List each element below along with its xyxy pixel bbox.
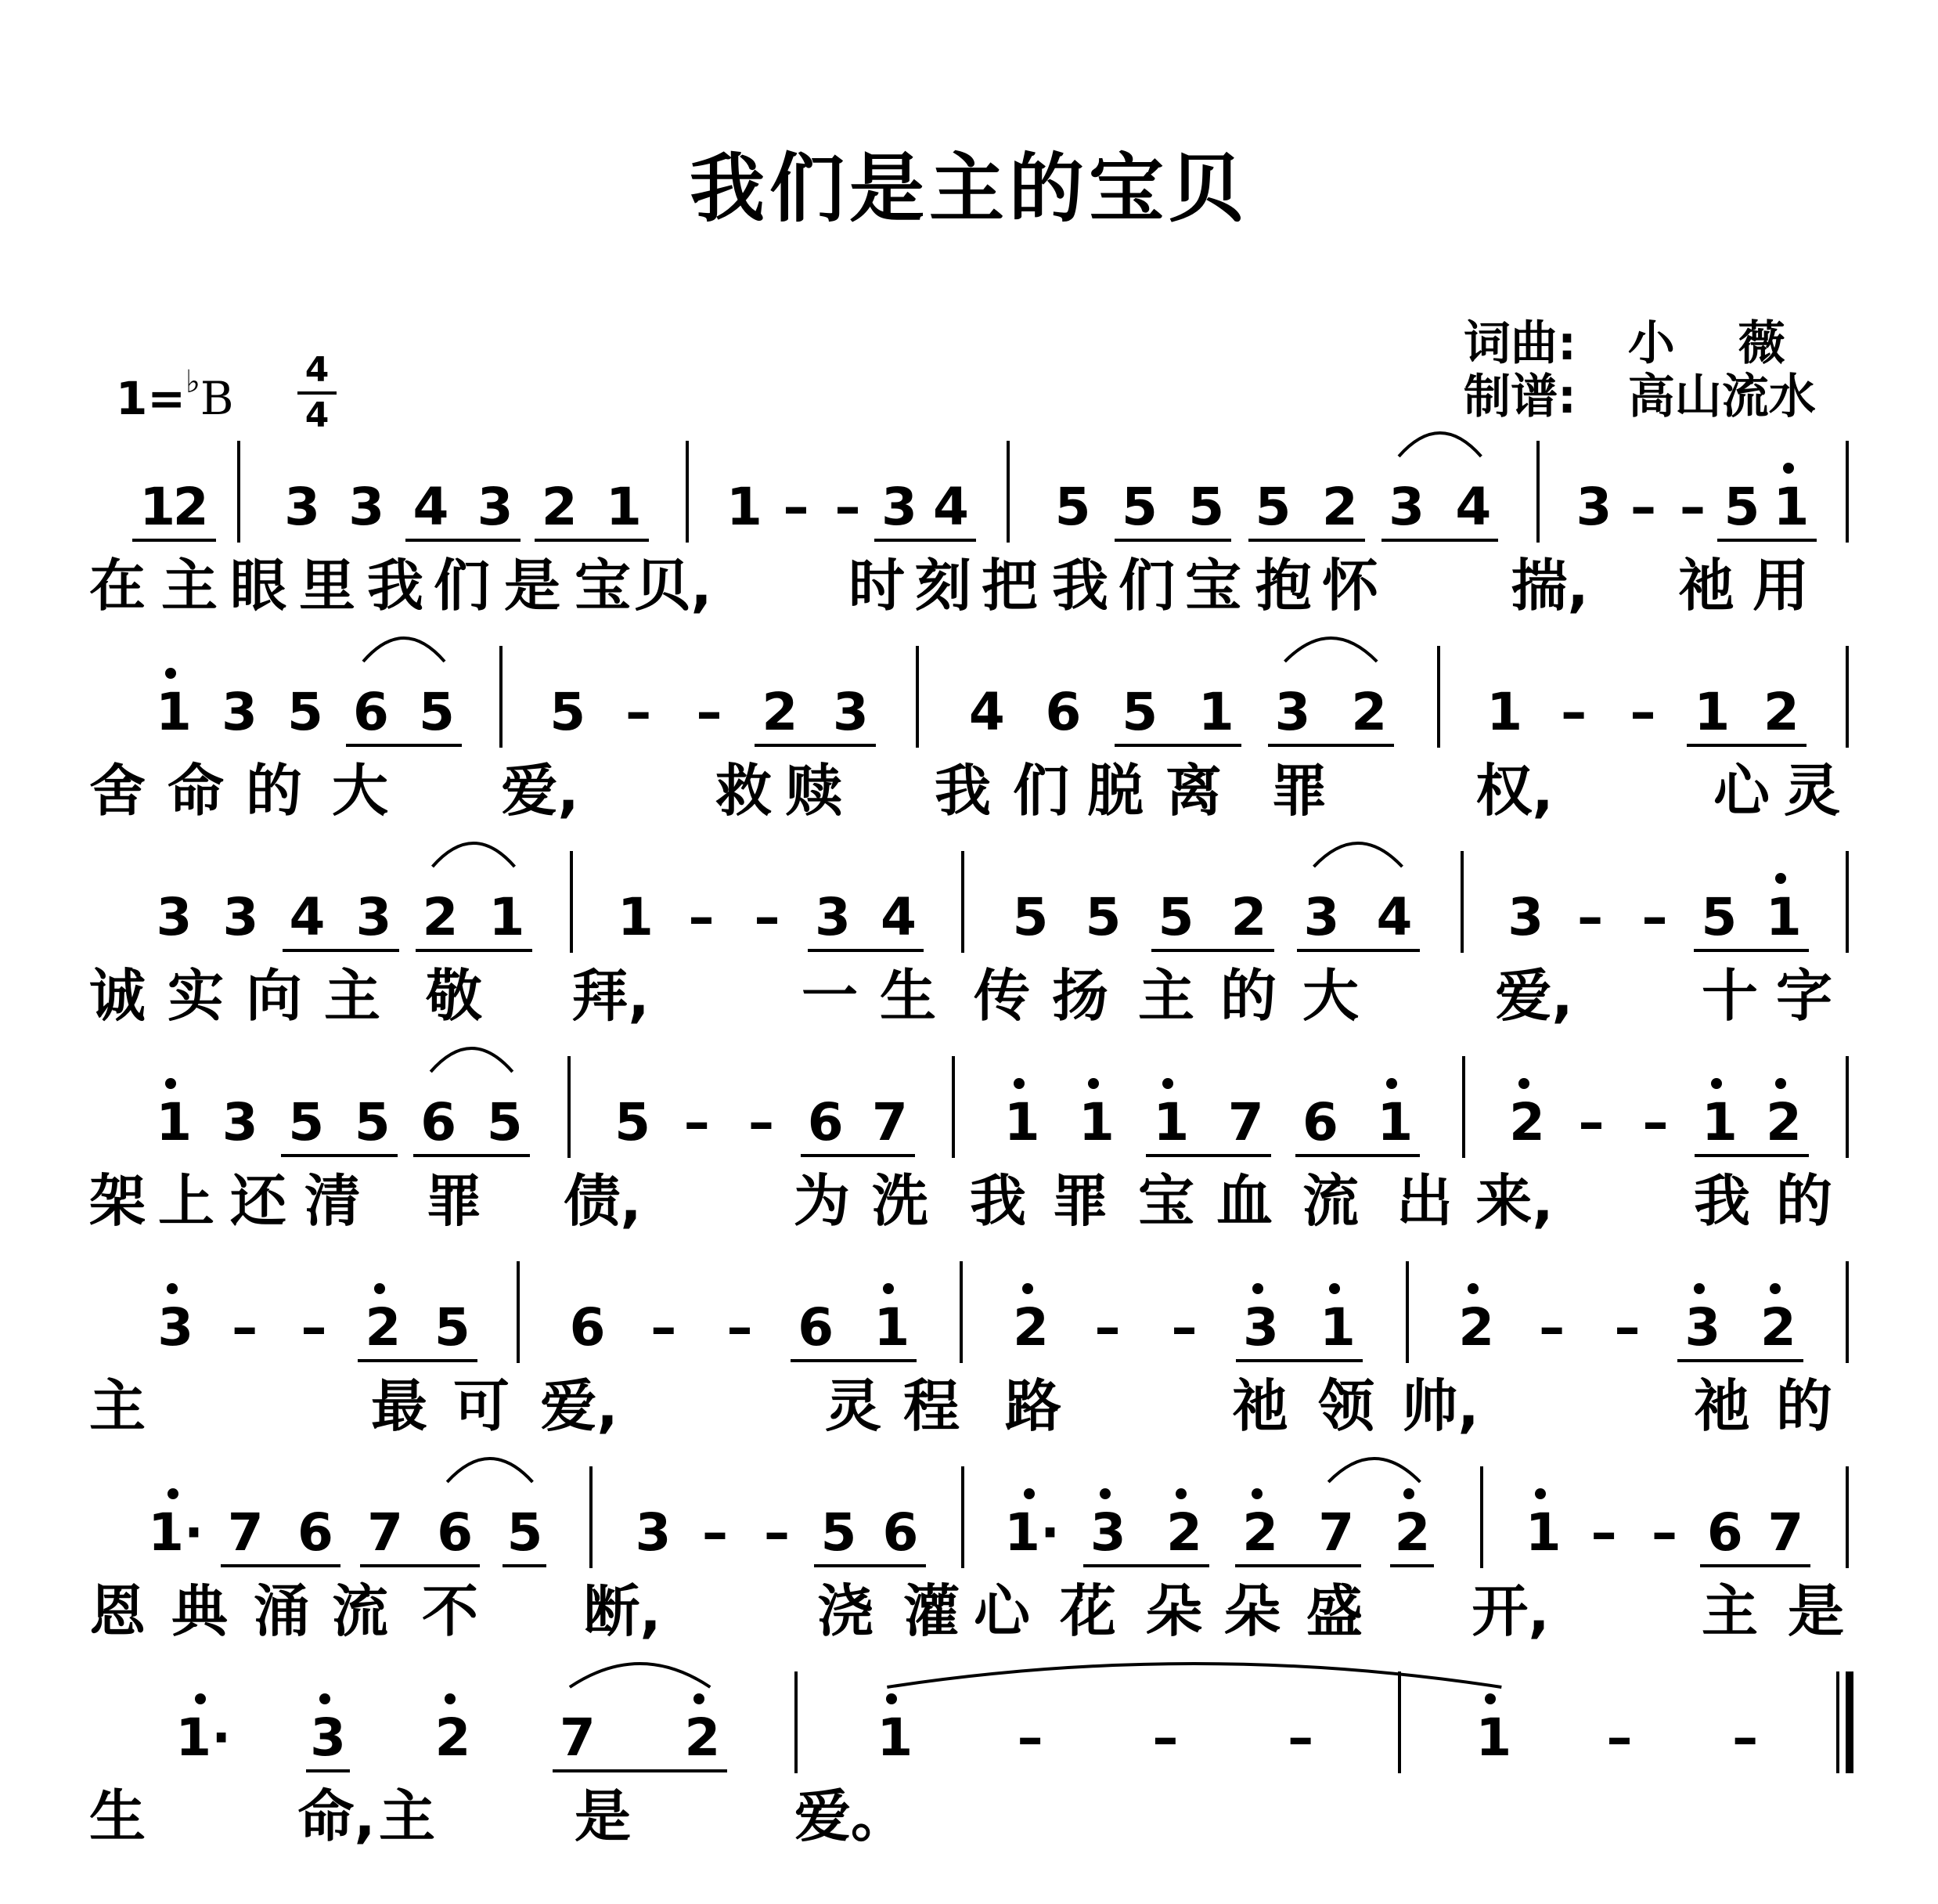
note: 3 (1243, 1297, 1279, 1358)
lyric-syllable: 敬 (425, 963, 482, 1029)
lyric-syllable: 最 (370, 1373, 427, 1439)
note: 5 (1724, 477, 1760, 537)
lyric-syllable: 灵 (824, 1373, 881, 1439)
note: 5 (1085, 887, 1122, 947)
lyric-syllable: 流 (1302, 1168, 1359, 1234)
note: 1 (156, 1092, 193, 1152)
note: 1 (874, 1297, 910, 1358)
lyric-syllable: 我 (1051, 553, 1108, 618)
tie-slur (1328, 1459, 1420, 1482)
lyric-syllable: 罪 (425, 1168, 482, 1234)
sustain-dash: – (696, 682, 722, 742)
note: 5 (1012, 887, 1049, 947)
lyric-syllable: 命 (167, 758, 224, 824)
time-signature-bottom: 4 (304, 395, 330, 435)
note: 4 (289, 887, 326, 947)
note: 5 (820, 1502, 857, 1563)
note: 3 (157, 1297, 194, 1358)
note: 2 (1321, 477, 1358, 537)
note: 3 (635, 1502, 672, 1563)
lyric-syllable: 花 (1059, 1578, 1116, 1644)
lyric-syllable: 舍 (88, 758, 146, 824)
lyric-syllable: 宝 (1137, 1168, 1194, 1234)
note: 5 (1188, 477, 1225, 537)
lyric-syllable: 生 (88, 1783, 146, 1849)
lyric-syllable: 我 (1693, 1168, 1750, 1234)
time-signature-top: 4 (304, 350, 330, 390)
note: 3 (1508, 887, 1544, 947)
note: 2 (541, 477, 578, 537)
lyric-syllable: 时 (848, 553, 905, 618)
note: 1· (1004, 1502, 1061, 1563)
lyric-syllable: 传 (973, 963, 1030, 1029)
note: 6 (1302, 1092, 1338, 1152)
note: 3 (477, 477, 513, 537)
note: 4 (412, 477, 449, 537)
note: 2 (422, 887, 459, 947)
lyric-syllable: 赎 (785, 758, 842, 824)
sustain-dash: – (1171, 1297, 1198, 1358)
note: 5 (1255, 477, 1291, 537)
note: 1 (726, 477, 762, 537)
lyric-syllable: 流 (331, 1578, 388, 1644)
key-signature: 1=♭B (116, 364, 234, 425)
note: 3 (815, 887, 851, 947)
lyric-syllable: 一 (801, 963, 858, 1029)
lyric-syllable: 朵 (1223, 1578, 1281, 1644)
lyric-syllable: 眼 (229, 553, 286, 618)
note: 1 (1475, 1707, 1512, 1768)
note: 5 (486, 1092, 523, 1152)
note: 6 (882, 1502, 919, 1563)
note: 1 (1765, 887, 1802, 947)
lyric-syllable: 典 (171, 1578, 228, 1644)
lyric-syllable: 领 (1317, 1373, 1374, 1439)
lyric-syllable: 用 (1752, 553, 1809, 618)
lyric-syllable: 恩 (88, 1578, 146, 1644)
lyric-syllable: 字 (1775, 963, 1832, 1029)
note: 7 (367, 1502, 404, 1563)
sustain-dash: – (688, 887, 715, 947)
sustain-dash: – (1614, 1297, 1641, 1358)
lyric-syllable: 的 (245, 758, 302, 824)
note: 4 (881, 887, 917, 947)
song-title: 我们是主的宝贝 (690, 145, 1248, 233)
note: 6 (1045, 682, 1082, 742)
lyric-syllable: 们 (1012, 758, 1069, 824)
note: 3 (222, 887, 259, 947)
lyric-syllable: 盛 (1306, 1578, 1363, 1644)
lyric-syllable: 浇 (816, 1578, 874, 1644)
lyric-syllable: 不 (421, 1578, 478, 1644)
note: 1 (1198, 682, 1234, 742)
lyric-syllable: 主 (378, 1783, 435, 1849)
note: 1 (1377, 1092, 1414, 1152)
note: 7 (871, 1092, 908, 1152)
note: 7 (227, 1502, 264, 1563)
note: 4 (968, 682, 1005, 742)
note: 1 (1079, 1092, 1115, 1152)
note: 3 (881, 477, 917, 537)
note: 1· (148, 1502, 204, 1563)
lyric-syllable: 罪 (1270, 758, 1327, 824)
lyric-syllable: 朵 (1145, 1578, 1202, 1644)
lyric-syllable: 爱, (501, 758, 579, 824)
lyric-syllable: 实 (167, 963, 224, 1029)
note: 2 (1766, 1092, 1802, 1152)
lyric-syllable: 生 (879, 963, 936, 1029)
lyric-syllable: 祂 (1231, 1373, 1288, 1439)
note: 4 (933, 477, 969, 537)
tie-slur (447, 1459, 532, 1482)
lyric-syllable: 血 (1216, 1168, 1273, 1234)
lyric-syllable: 抱 (1255, 553, 1312, 618)
lyric-syllable: 扬 (1051, 963, 1108, 1029)
note: 5 (549, 682, 586, 742)
note: 6 (437, 1502, 474, 1563)
lyric-syllable: 里 (298, 553, 355, 618)
note: 1 (877, 1707, 913, 1768)
tie-slur (363, 638, 445, 662)
note: 4 (1376, 887, 1413, 947)
lyric-syllable: 大 (1302, 963, 1359, 1029)
note: 6 (798, 1297, 834, 1358)
note: 7 (1767, 1502, 1804, 1563)
lyric-syllable: 是 (503, 553, 560, 618)
lyric-syllable: 涌 (253, 1578, 310, 1644)
lyric-syllable: 主 (88, 1373, 146, 1439)
lyric-syllable: 主 (323, 963, 380, 1029)
note: 2 (434, 1707, 471, 1768)
lyric-syllable: 们 (1118, 553, 1175, 618)
lyric-syllable: 命, (297, 1783, 376, 1849)
note: 1· (175, 1707, 232, 1768)
lyric-syllable: 开, (1472, 1578, 1550, 1644)
note: 1 (1525, 1502, 1562, 1563)
lyric-syllable: 断, (583, 1578, 661, 1644)
note: 1 (1486, 682, 1523, 742)
lyric-syllable: 爱, (540, 1373, 618, 1439)
note: 5 (419, 682, 455, 742)
lyric-syllable: 贝, (634, 553, 712, 618)
note: 2 (1760, 1297, 1796, 1358)
note: 6 (1706, 1502, 1743, 1563)
note: 1 (488, 887, 525, 947)
note: 1 (1694, 682, 1731, 742)
sustain-dash: – (1652, 1502, 1677, 1563)
note: 5 (1054, 477, 1091, 537)
note: 2 (365, 1297, 402, 1358)
lyric-syllable: 向 (245, 963, 302, 1029)
lyric-syllable: 十 (1701, 963, 1758, 1029)
note: 2 (684, 1707, 721, 1768)
note: 1 (1773, 477, 1810, 537)
sustain-dash: – (764, 1502, 790, 1563)
sustain-dash: – (1641, 887, 1668, 947)
note: 3 (310, 1707, 347, 1768)
lyric-syllable: 帅, (1401, 1373, 1479, 1439)
note: 6 (807, 1092, 844, 1152)
note: 3 (1684, 1297, 1721, 1358)
lyric-syllable: 的 (1219, 963, 1277, 1029)
lyric-syllable: 拜, (571, 963, 650, 1029)
lyrics-music-value: 小 薇 (1627, 316, 1785, 371)
sustain-dash: – (1680, 477, 1706, 537)
lyric-syllable: 的 (1775, 1168, 1832, 1234)
lyric-syllable: 大 (331, 758, 388, 824)
sustain-dash: – (1561, 682, 1587, 742)
sustain-dash: – (683, 1092, 710, 1152)
sustain-dash: – (1094, 1297, 1121, 1358)
lyric-syllable: 爱, (1495, 963, 1573, 1029)
sustain-dash: – (702, 1502, 728, 1563)
lyric-syllable: 权, (1475, 758, 1554, 824)
sustain-dash: – (834, 477, 861, 537)
sustain-dash: – (1630, 477, 1656, 537)
note: 3 (156, 887, 193, 947)
note: 3 (1303, 887, 1340, 947)
lyrics-music-label: 词曲: (1464, 316, 1576, 371)
lyric-syllable: 来, (1475, 1168, 1554, 1234)
tie-slur (1314, 843, 1403, 867)
lyric-syllable: 揣, (1511, 553, 1589, 618)
lyric-syllable: 主 (160, 553, 218, 618)
lyric-syllable: 宝 (574, 553, 631, 618)
lyric-syllable: 把 (981, 553, 1038, 618)
tie-slur (1285, 638, 1378, 662)
note: 2 (1351, 682, 1388, 742)
note: 3 (1090, 1502, 1126, 1563)
sustain-dash: – (1606, 1707, 1633, 1768)
tie-slur (570, 1664, 710, 1687)
lyric-syllable: 心 (973, 1578, 1030, 1644)
note: 2 (1165, 1502, 1202, 1563)
tie-slur (1399, 433, 1481, 456)
note: 5 (434, 1297, 470, 1358)
sustain-dash: – (1577, 887, 1604, 947)
note: 1 (618, 887, 654, 947)
note: 3 (1389, 477, 1425, 537)
lyric-syllable: 的 (1775, 1373, 1832, 1439)
note: 2 (1394, 1502, 1431, 1563)
note: 2 (1242, 1502, 1279, 1563)
lyric-syllable: 路 (1004, 1373, 1061, 1439)
sustain-dash: – (1590, 1502, 1617, 1563)
note: 5 (1158, 887, 1194, 947)
notation-value: 高山流水 (1627, 370, 1816, 424)
note: 2 (1509, 1092, 1545, 1152)
lyric-syllable: 们 (433, 553, 490, 618)
lyric-syllable: 灵 (1783, 758, 1840, 824)
lyric-syllable: 为 (793, 1168, 850, 1234)
note: 2 (1763, 682, 1799, 742)
sustain-dash: – (1642, 1092, 1669, 1152)
sustain-dash: – (1017, 1707, 1043, 1768)
sustain-dash: – (650, 1297, 677, 1358)
lyric-syllable: 心 (1713, 758, 1770, 824)
note: 5 (288, 1092, 325, 1152)
tie-slur (430, 1048, 513, 1072)
sustain-dash: – (1578, 1092, 1605, 1152)
sustain-dash: – (625, 682, 652, 742)
lyric-syllable: 怀 (1321, 553, 1378, 618)
note: 6 (297, 1502, 333, 1563)
note: 5 (614, 1092, 651, 1152)
sustain-dash: – (1539, 1297, 1565, 1358)
note: 3 (222, 1092, 258, 1152)
notation-label: 制谱: (1464, 370, 1576, 424)
sustain-dash: – (783, 477, 809, 537)
lyric-syllable: 祂 (1693, 1373, 1750, 1439)
lyric-syllable: 脱 (1086, 758, 1144, 824)
tie-slur (887, 1664, 1501, 1687)
sustain-dash: – (1288, 1707, 1314, 1768)
lyric-syllable: 祂 (1677, 553, 1734, 618)
note: 2 (1230, 887, 1267, 947)
lyric-syllable: 清 (304, 1168, 361, 1234)
lyric-syllable: 我 (969, 1168, 1026, 1234)
note: 7 (1227, 1092, 1264, 1152)
lyric-syllable: 洗 (871, 1168, 928, 1234)
note: 1 (1320, 1297, 1356, 1358)
lyric-syllable: 离 (1165, 758, 1222, 824)
note: 6 (569, 1297, 606, 1358)
lyric-syllable: 灌 (902, 1578, 960, 1644)
note: 1 (139, 477, 176, 537)
note: 1 (1702, 1092, 1738, 1152)
lyric-syllable: 诚 (88, 963, 146, 1029)
lyric-syllable: 上 (157, 1168, 214, 1234)
note: 4 (1455, 477, 1492, 537)
sustain-dash: – (1732, 1707, 1759, 1768)
lyric-syllable: 还 (229, 1168, 286, 1234)
sustain-dash: – (1152, 1707, 1179, 1768)
lyric-syllable: 债, (564, 1168, 642, 1234)
note: 2 (172, 477, 209, 537)
note: 1 (156, 682, 192, 742)
note: 5 (1122, 682, 1158, 742)
lyric-syllable: 救 (715, 758, 772, 824)
sustain-dash: – (726, 1297, 753, 1358)
lyric-syllable: 是 (574, 1783, 631, 1849)
sustain-dash: – (301, 1297, 327, 1358)
note: 6 (420, 1092, 457, 1152)
note: 1 (605, 477, 642, 537)
note: 3 (1576, 477, 1612, 537)
note: 1 (1003, 1092, 1040, 1152)
note: 5 (1701, 887, 1738, 947)
note: 2 (762, 682, 798, 742)
lyric-syllable: 宝 (1184, 553, 1241, 618)
note: 3 (284, 477, 321, 537)
sustain-dash: – (1630, 682, 1656, 742)
note: 7 (559, 1707, 596, 1768)
sustain-dash: – (232, 1297, 258, 1358)
lyric-syllable: 是 (1787, 1578, 1844, 1644)
lyric-syllable: 主 (1701, 1578, 1758, 1644)
note: 3 (832, 682, 869, 742)
note: 7 (1318, 1502, 1355, 1563)
note: 3 (1274, 682, 1311, 742)
note: 5 (354, 1092, 391, 1152)
sustain-dash: – (754, 887, 780, 947)
note: 3 (348, 477, 385, 537)
lyric-syllable: 爱。 (794, 1783, 908, 1849)
sustain-dash: – (748, 1092, 774, 1152)
note: 2 (1013, 1297, 1049, 1358)
lyric-syllable: 我 (934, 758, 991, 824)
note: 5 (506, 1502, 543, 1563)
lyric-syllable: 架 (88, 1168, 146, 1234)
lyric-syllable: 在 (88, 553, 146, 618)
note: 5 (1121, 477, 1158, 537)
lyric-syllable: 刻 (914, 553, 971, 618)
lyric-syllable: 罪 (1051, 1168, 1108, 1234)
note: 3 (355, 887, 392, 947)
note: 2 (1458, 1297, 1495, 1358)
lyric-syllable: 出 (1396, 1168, 1453, 1234)
lyric-syllable: 我 (366, 553, 423, 618)
note: 6 (353, 682, 389, 742)
lyric-syllable: 程 (902, 1373, 960, 1439)
lyric-syllable: 主 (1137, 963, 1194, 1029)
tie-slur (433, 843, 515, 867)
note: 3 (222, 682, 258, 742)
lyric-syllable: 可 (452, 1373, 510, 1439)
note: 5 (287, 682, 323, 742)
note: 1 (1153, 1092, 1190, 1152)
